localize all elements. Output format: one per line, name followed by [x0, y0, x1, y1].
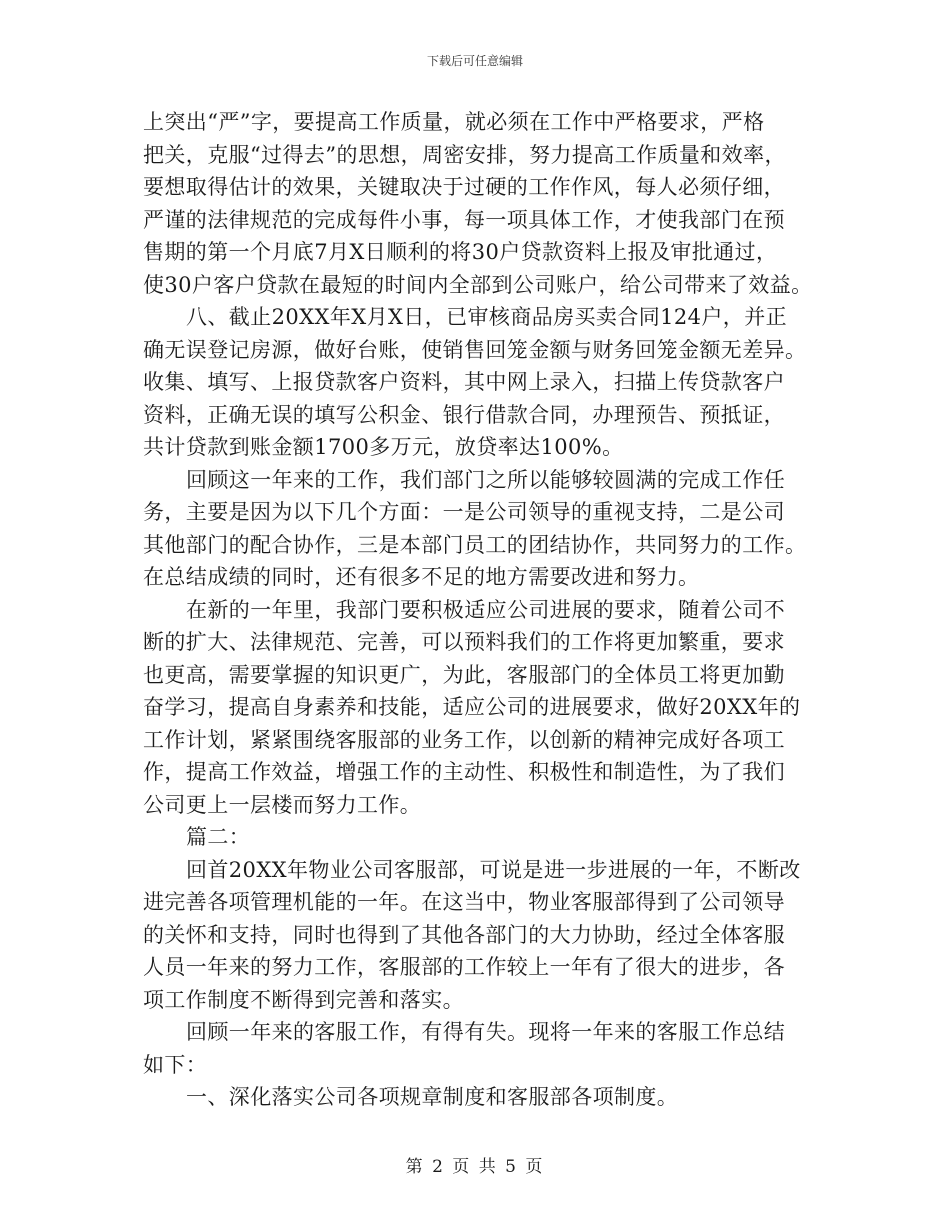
- text-line: 使30户客户贷款在最短的时间内全部到公司账户，给公司带来了效益。: [143, 272, 813, 297]
- text-line: 要想取得估计的效果，关键取决于过硬的工作作风，每人必须仔细，: [143, 175, 785, 199]
- text-line: 工作计划，紧紧围绕客服部的业务工作，以创新的精神完成好各项工: [143, 727, 785, 752]
- text-line: 上突出“严”字，要提高工作质量，就必须在工作中严格要求，严格: [143, 110, 765, 134]
- text-line: 作，提高工作效益，增强工作的主动性、积极性和制造性，为了我们: [143, 760, 785, 784]
- text-line: 一、深化落实公司各项规章制度和客服部各项制度。: [186, 1085, 679, 1109]
- text-line: 回顾这一年来的工作，我们部门之所以能够较圆满的完成工作任: [186, 467, 786, 492]
- text-line: 断的扩大、法律规范、完善，可以预料我们的工作将更加繁重，要求: [143, 630, 785, 654]
- text-line: 回首20XX年物业公司客服部，可说是进一步进展的一年，不断改: [186, 857, 801, 882]
- text-line: 项工作制度不断得到完善和落实。: [143, 987, 464, 1012]
- text-line: 务，主要是因为以下几个方面：一是公司领导的重视支持，二是公司: [143, 500, 785, 524]
- text-line: 其他部门的配合协作，三是本部门员工的团结协作，共同努力的工作。: [143, 532, 807, 557]
- text-line: 如下：: [143, 1052, 208, 1077]
- text-line: 资料，正确无误的填写公积金、银行借款合同，办理预告、预抵证，: [143, 402, 785, 427]
- text-line: 公司更上一层楼而努力工作。: [143, 792, 422, 817]
- text-line: 在总结成绩的同时，还有很多不足的地方需要改进和努力。: [143, 565, 700, 589]
- text-line: 也更高，需要掌握的知识更广，为此，客服部门的全体员工将更加勤: [143, 662, 785, 687]
- document-body: [143, 106, 823, 1114]
- text-line: 把关，克服“过得去”的思想，周密安排，努力提高工作质量和效率，: [143, 142, 786, 167]
- text-line: 进完善各项管理机能的一年。在这当中，物业客服部得到了公司领导: [143, 890, 785, 914]
- text-line: 人员一年来的努力工作，客服部的工作较上一年有了很大的进步，各: [143, 955, 785, 979]
- text-line: 篇二：: [186, 825, 251, 849]
- page-number: 第 2 页 共 5 页: [405, 1157, 545, 1177]
- text-line: 严谨的法律规范的完成每件小事，每一项具体工作，才使我部门在预: [143, 207, 785, 232]
- text-line: 回顾一年来的客服工作，有得有失。现将一年来的客服工作总结: [186, 1020, 786, 1044]
- header-note: 下载后可任意编辑: [426, 54, 523, 68]
- text-line: 的关怀和支持，同时也得到了其他各部门的大力协助，经过全体客服: [143, 922, 785, 947]
- text-line: 在新的一年里，我部门要积极适应公司进展的要求，随着公司不: [186, 597, 786, 622]
- text-line: 收集、填写、上报贷款客户资料，其中网上录入，扫描上传贷款客户: [143, 370, 785, 394]
- text-line: 确无误登记房源，做好台账，使销售回笼金额与财务回笼金额无差异。: [143, 337, 807, 362]
- text-line: 共计贷款到账金额1700多万元，放贷率达100%。: [143, 435, 624, 459]
- text-line: 八、截止20XX年X月X日，已审核商品房买卖合同124户，并正: [186, 305, 788, 329]
- text-line: 售期的第一个月底7月X日顺利的将30户贷款资料上报及审批通过，: [143, 240, 778, 264]
- text-line: 奋学习，提高自身素养和技能，适应公司的进展要求，做好20XX年的: [143, 695, 801, 719]
